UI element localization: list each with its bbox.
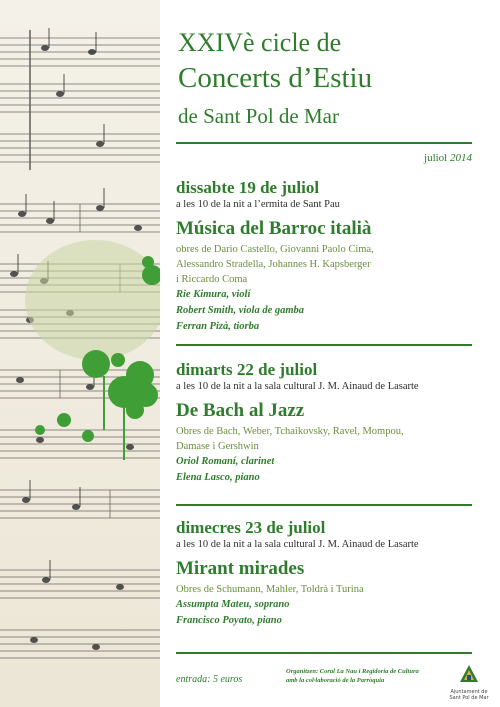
event-works-line: Obres de Bach, Weber, Tchaikovsky, Ravel, Mompou,	[176, 426, 404, 437]
event-performer: Rie Kimura, violí	[176, 289, 251, 300]
event-performer: Oriol Romaní, clarinet	[176, 456, 275, 467]
event-place: a les 10 de la nit a la sala cultural J. M. Ainaud de Lasarte	[176, 381, 419, 392]
divider-bottom	[176, 652, 472, 654]
council-emblem-icon	[459, 664, 479, 684]
event-title: De Bach al Jazz	[176, 400, 305, 421]
organizers-line: Organitzen: Coral La Nau i Regidoria de Cultura	[286, 668, 419, 675]
event-title: Mirant mirades	[176, 558, 305, 579]
poster-content	[176, 0, 476, 707]
event-performer: Robert Smith, viola de gamba	[176, 305, 305, 316]
period-label	[424, 152, 472, 164]
event-works-line: i Riccardo Coma	[176, 274, 248, 285]
cycle-title-line: XXIVè cicle de	[178, 28, 342, 57]
event-place: a les 10 de la nit a la sala cultural J. M. Ainaud de Lasarte	[176, 539, 419, 550]
period-month: juliol	[424, 152, 448, 164]
divider-top	[176, 142, 472, 144]
divider-1	[176, 344, 472, 346]
event-works-line: Damase i Gershwin	[176, 441, 259, 452]
organizers	[286, 667, 456, 685]
location-subtitle: de Sant Pol de Mar	[178, 104, 339, 128]
concerts-title: Concerts d’Estiu	[178, 62, 373, 94]
event-performer: Assumpta Mateu, soprano	[176, 599, 290, 610]
event-performer: Francisco Poyato, piano	[176, 615, 282, 626]
organizers-line: amb la col·laboració de la Parròquia	[286, 677, 385, 684]
logo-text-line: Ajuntament de	[450, 689, 488, 695]
sheet-music-artwork	[0, 0, 160, 707]
event-performer: Ferran Pizà, tiorba	[176, 321, 260, 332]
event-3	[176, 518, 476, 629]
event-title: Música del Barroc italià	[176, 218, 372, 239]
event-date: dimarts 22 de juliol	[176, 360, 318, 379]
entry-price: entrada: 5 euros	[176, 674, 243, 685]
sheet-music-illustration	[0, 0, 160, 707]
event-works-line: Alessandro Stradella, Johannes H. Kapsberger	[176, 259, 371, 270]
logo-text-line: Sant Pol de Mar	[449, 695, 489, 701]
period-year: 2014	[450, 152, 472, 164]
event-works-line: obres de Dario Castello, Giovanni Paolo Cima,	[176, 244, 374, 255]
event-date: dissabte 19 de juliol	[176, 178, 320, 197]
event-performer: Elena Lasco, piano	[176, 472, 260, 483]
town-council-logo	[446, 664, 492, 701]
event-date: dimecres 23 de juliol	[176, 518, 326, 537]
event-1	[176, 178, 476, 335]
divider-2	[176, 504, 472, 506]
event-works-line: Obres de Schumann, Mahler, Toldrà i Turina	[176, 584, 364, 595]
poster-footer	[176, 660, 496, 707]
event-place: a les 10 de la nit a l’ermita de Sant Pau	[176, 199, 340, 210]
event-2	[176, 360, 476, 486]
